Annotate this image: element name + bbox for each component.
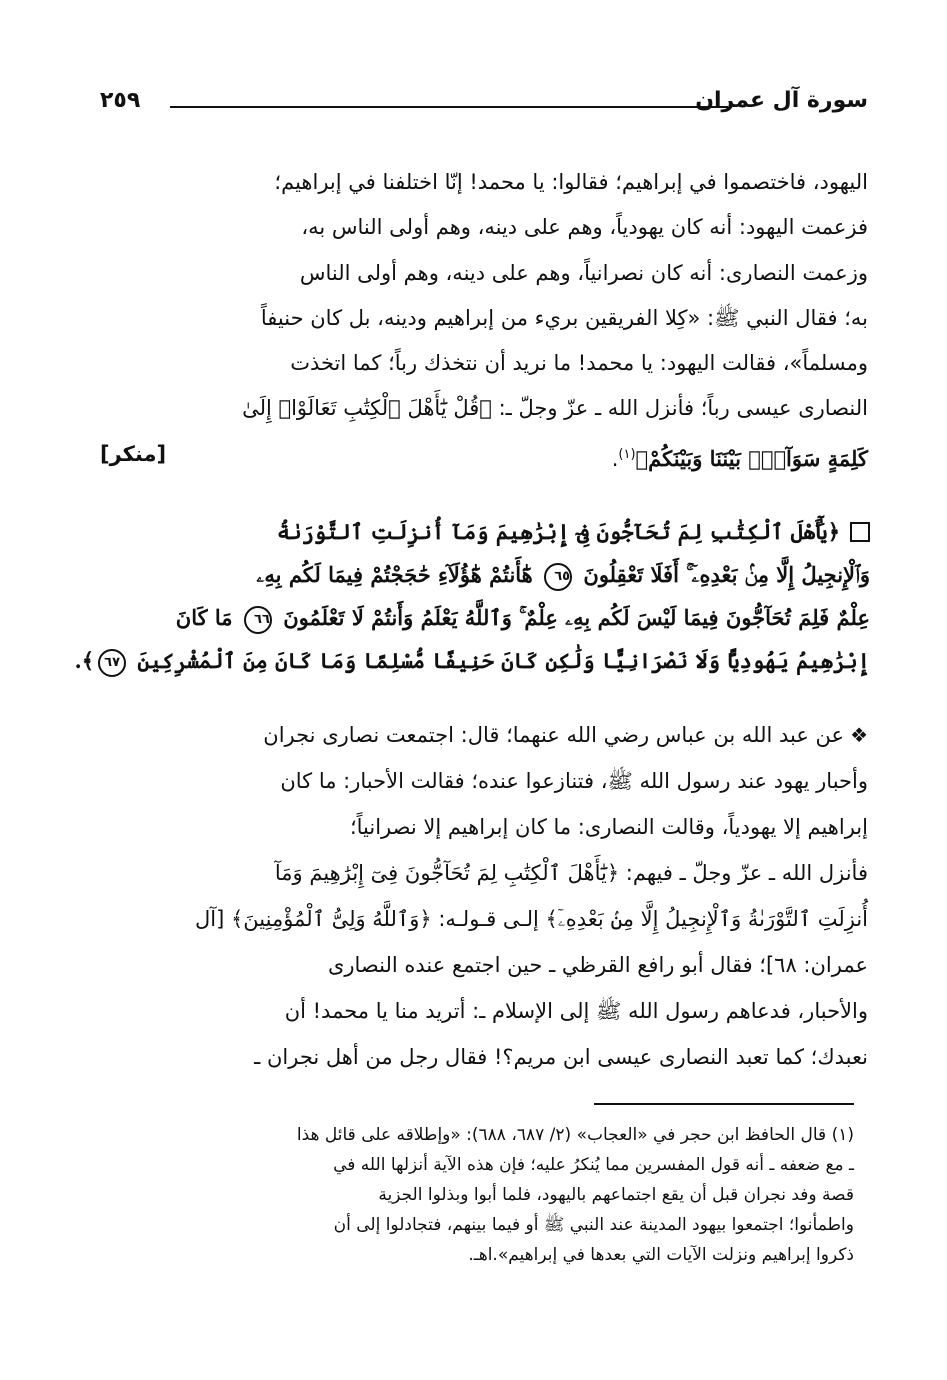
footnote: [104, 1120, 854, 1270]
verse-line: [96, 510, 870, 553]
diamond-bullet-icon: ❖: [850, 723, 868, 747]
footnote-line: قصة وفد نجران قبل أن يقع اجتماعهم باليهود، فلما أبوا وبذلوا الجزية: [378, 1185, 854, 1205]
verse-text: ﴿يَٰٓأَهْلَ ٱلْكِتَٰبِ لِمَ تُحَآجُّونَ فِىٓ إِبْرَٰهِيمَ وَمَآ أُنزِلَتِ ٱلتَّوْرَىٰةُ: [277, 519, 840, 544]
ayah-number-66: ٦٦: [244, 606, 272, 634]
page-header: [100, 88, 868, 128]
footnote-ref: (١): [618, 446, 636, 462]
footnote-line: واطمأنوا؛ اجتمعوا بيهود المدينة عند النبي ﷺ أو فيما بينهم، فتجادلوا إلى أن: [333, 1215, 854, 1235]
verse-line: [96, 596, 870, 639]
text-line: إبراهيم إلا يهودياً، وقالت النصارى: ما كان إبراهيم إلا نصرانياً؛: [349, 815, 868, 839]
text-line: والأحبار، فدعاهم رسول الله ﷺ إلى الإسلام ـ: أتريد منا يا محمد! أن: [284, 999, 868, 1023]
text-line: وزعمت النصارى: أنه كان نصرانياً، وهم على دينه، وهم أولى الناس: [299, 260, 868, 285]
verse-text: إِبْرَٰهِيمُ يَهُودِيًّا وَلَا نَصْرَانِيًّا وَلَٰكِن كَانَ حَنِيفًا مُّسْلِمًا وَمَا كَانَ مِنَ ٱلْمُشْرِكِينَ: [137, 648, 870, 673]
text-line: به؛ فقال النبي ﷺ: «كِلا الفريقين بريء من إبراهيم ودينه، بل كان حنيفاً: [260, 305, 868, 330]
page-number: ٢٥٩: [100, 88, 141, 113]
header-rule: [170, 106, 728, 108]
text-line: [100, 712, 868, 758]
text-segment: عن عبد الله بن عباس رضي الله عنهما؛ قال: اجتمعت نصارى نجران: [263, 723, 845, 747]
text-line: فأنزل الله ـ عزّ وجلّ ـ فيهم: ﴿يَٰٓأَهْلَ ٱلْكِتَٰبِ لِمَ تُحَآجُّونَ فِىٓ إِبْرَٰهِيمَ وَمَآ: [274, 861, 868, 885]
text-line: اليهود، فاختصموا في إبراهيم؛ فقالوا: يا محمد! إنّا اختلفنا في إبراهيم؛: [274, 170, 868, 194]
text-line: وأحبار يهود عند رسول الله ﷺ، فتنازعوا عنده؛ فقالت الأحبار: ما كان: [280, 769, 868, 793]
verse-line: [96, 553, 870, 596]
text-line: فزعمت اليهود: أنه كان يهودياً، وهم على دينه، وهم أولى الناس به،: [301, 215, 868, 240]
hadith-ruling: [منكر]: [100, 441, 167, 466]
footnote-line: (١) قال الحافظ ابن حجر في «العجاب» (٢/ ٦٨٧، ٦٨٨): «وإطلاقه على قائل هذا: [296, 1125, 854, 1145]
surah-title: سورة آل عمران: [695, 88, 868, 113]
text-line: عمران: ٦٨]؛ فقال أبو رافع القرظي ـ حين اجتمع عنده النصارى: [327, 953, 868, 977]
square-bullet-icon: [850, 522, 870, 542]
verse-end: ﴾.: [74, 648, 95, 673]
inline-verse: كَلِمَةٍ سَوَآءٍۭ بَيْنَنَا وَبَيْنَكُمْ﴾: [635, 445, 868, 471]
verse-text: وَٱلْإِنجِيلُ إِلَّا مِنۢ بَعْدِهِۦٓ ۚ أَفَلَا تَعْقِلُونَ: [583, 562, 870, 587]
verse-text: هَٰٓأَنتُمْ هَٰٓؤُلَآءِ حَٰجَجْتُمْ فِيمَا لَكُم بِهِۦ: [256, 562, 533, 587]
quran-verse-block: [74, 510, 870, 682]
footnote-separator: [594, 1103, 854, 1105]
verse-text: مَا كَانَ: [175, 605, 233, 630]
paragraph-2: [100, 712, 868, 1080]
footnote-line: ذكروا إبراهيم ونزلت الآيات التي بعدها في إبراهيم».اهـ.: [468, 1245, 854, 1265]
text-line: نعبدك؛ كما تعبد النصارى عيسى ابن مريم؟! فقال رجل من أهل نجران ـ: [254, 1045, 868, 1069]
text-line: أُنزِلَتِ ٱلتَّوْرَىٰةُ وَٱلْإِنجِيلُ إِلَّا مِنۢ بَعْدِهِۦٓ﴾ إلـى قـولـه: ﴿وَٱللَّهُ وَلِىُّ ٱلْمُؤْمِنِينَ﴾ [آل: [195, 907, 868, 931]
footnote-line: ـ مع ضعفه ـ أنه قول المفسرين مما يُنكرُ عليه؛ فإن هذه الآية أنزلها الله في: [333, 1155, 854, 1175]
line-tail: .: [611, 446, 619, 471]
text-line: ومسلماً»، فقالت اليهود: يا محمد! ما نريد أن نتخذك رباً؛ كما اتخذت: [290, 351, 868, 376]
paragraph-1: [100, 160, 868, 482]
ayah-number-67: ٦٧: [98, 649, 126, 677]
text-line: النصارى عيسى رباً؛ فأنزل الله ـ عزّ وجلّ ـ: ﴿قُلْ يَٰٓأَهْلَ ٱلْكِتَٰبِ تَعَالَوْا۟ إِلَىٰ: [242, 396, 868, 421]
text-line-last: [100, 432, 868, 482]
verse-line: [74, 639, 870, 682]
verse-text: عِلْمٌ فَلِمَ تُحَآجُّونَ فِيمَا لَيْسَ لَكُم بِهِۦ عِلْمٌ ۚ وَٱللَّهُ يَعْلَمُ وَأَنتُمْ لَا تَعْلَمُونَ: [283, 605, 870, 630]
ayah-number-65: ٦٥: [544, 563, 572, 591]
